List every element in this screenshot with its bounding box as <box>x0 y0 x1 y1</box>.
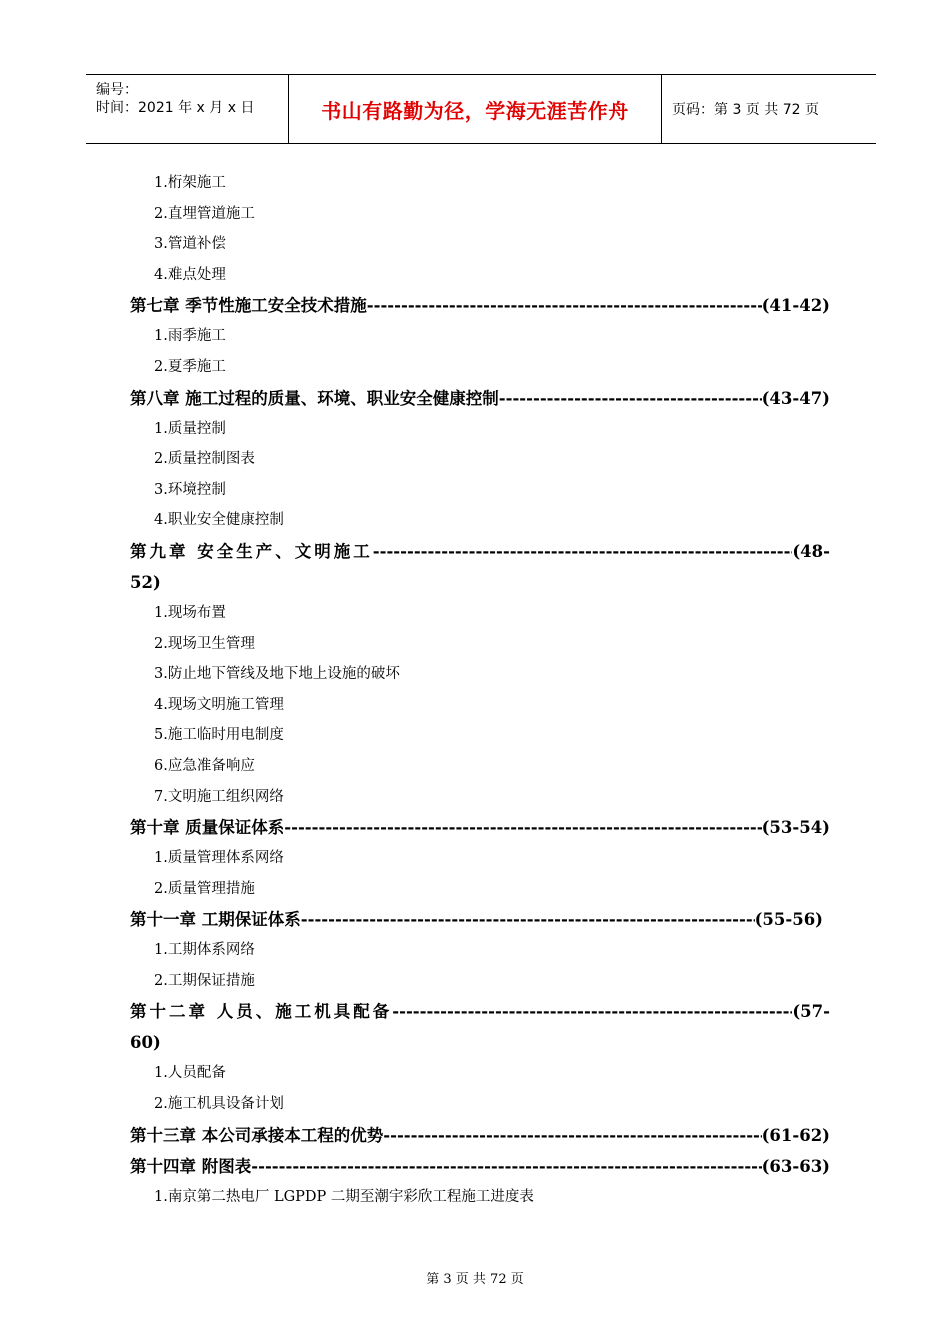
header-table <box>86 74 876 144</box>
toc-chapter-11[interactable] <box>130 904 823 935</box>
toc-subitem[interactable]: 7.文明施工组织网络 <box>154 788 284 805</box>
toc-chapter-13[interactable] <box>130 1120 830 1151</box>
toc-subitem[interactable]: 2.现场卫生管理 <box>154 635 255 652</box>
toc-chapter-12[interactable] <box>130 996 830 1027</box>
chapter-title: 第十章 质量保证体系 <box>130 818 285 838</box>
toc-subitem[interactable]: 2.夏季施工 <box>154 358 226 375</box>
toc-subitem[interactable]: 2.质量控制图表 <box>154 451 255 468</box>
header-page-label: 页码：第 3 页 共 72 页 <box>672 102 819 118</box>
chapter-pages: (55-56) <box>754 910 823 930</box>
leader-dots <box>383 1120 761 1151</box>
toc-subitem[interactable]: 4.现场文明施工管理 <box>154 696 284 713</box>
chapter-pages-continued: 52) <box>130 572 161 592</box>
leader-dots <box>251 1151 761 1182</box>
toc-subitem[interactable]: 1.现场布置 <box>154 604 226 621</box>
leader-dots <box>284 812 761 843</box>
toc-subitem[interactable]: 4.难点处理 <box>154 266 226 283</box>
toc-subitem[interactable]: 2.工期保证措施 <box>154 972 255 989</box>
chapter-pages: (63-63) <box>761 1156 830 1176</box>
leader-dots <box>499 383 762 414</box>
chapter-title: 第十一章 工期保证体系 <box>130 910 301 930</box>
chapter-pages-continued: 60) <box>130 1033 161 1053</box>
toc-subitem[interactable]: 1.质量管理体系网络 <box>154 850 284 867</box>
toc-subitem[interactable]: 5.施工临时用电制度 <box>154 727 284 744</box>
chapter-pages: (43-47) <box>761 388 830 408</box>
motto-text: 书山有路勤为径，学海无涯苦作舟 <box>321 98 629 123</box>
chapter-title: 第十二章 人员、施工机具配备 <box>130 1002 393 1022</box>
chapter-pages: (53-54) <box>761 818 830 838</box>
document-time-label: 时间：2021 年 x 月 x 日 <box>96 100 255 116</box>
document-number-label: 编号： <box>96 82 138 98</box>
chapter-title: 第九章 安全生产、文明施工 <box>130 541 373 561</box>
chapter-title: 第七章 季节性施工安全技术措施 <box>130 296 367 316</box>
toc-subitem[interactable]: 2.施工机具设备计划 <box>154 1096 284 1113</box>
chapter-title: 第十四章 附图表 <box>130 1156 252 1176</box>
toc-subitem[interactable]: 3.环境控制 <box>154 481 226 498</box>
table-of-contents <box>130 168 830 1212</box>
chapter-pages: (57- <box>792 1002 830 1022</box>
toc-subitem[interactable]: 2.直埋管道施工 <box>154 205 255 222</box>
toc-chapter-9[interactable] <box>130 536 830 567</box>
leader-dots <box>367 290 762 321</box>
toc-chapter-7[interactable] <box>130 290 830 321</box>
toc-subitem[interactable]: 1.桁架施工 <box>154 175 226 191</box>
toc-subitem[interactable]: 4.职业安全健康控制 <box>154 512 284 529</box>
chapter-pages: (61-62) <box>761 1125 830 1145</box>
leader-dots <box>373 536 793 567</box>
page-footer <box>0 1268 950 1287</box>
toc-subitem[interactable]: 2.质量管理措施 <box>154 880 255 897</box>
toc-subitem[interactable]: 1.人员配备 <box>154 1065 226 1082</box>
leader-dots <box>392 996 792 1027</box>
toc-subitem[interactable]: 6.应急准备响应 <box>154 757 255 774</box>
toc-chapter-14[interactable] <box>130 1151 830 1182</box>
toc-chapter-10[interactable] <box>130 812 830 843</box>
toc-subitem[interactable]: 1.质量控制 <box>154 420 226 437</box>
header-left-cell <box>86 75 288 143</box>
header-motto-cell <box>288 75 662 143</box>
chapter-title: 第十三章 本公司承接本工程的优势 <box>130 1125 384 1145</box>
chapter-title: 第八章 施工过程的质量、环境、职业安全健康控制 <box>130 388 499 408</box>
toc-subitem[interactable]: 3.防止地下管线及地下地上设施的破坏 <box>154 666 400 683</box>
toc-subitem[interactable]: 1.南京第二热电厂 LGPDP 二期至潮宇彩欣工程施工进度表 <box>154 1188 534 1205</box>
toc-subitem[interactable]: 3.管道补偿 <box>154 236 226 253</box>
footer-page-number: 第 3 页 共 72 页 <box>426 1272 524 1287</box>
toc-chapter-8[interactable] <box>130 383 830 414</box>
chapter-pages: (41-42) <box>761 296 830 316</box>
leader-dots <box>301 904 755 935</box>
toc-subitem[interactable]: 1.雨季施工 <box>154 328 226 345</box>
header-page-cell <box>662 75 876 143</box>
toc-subitem[interactable]: 1.工期体系网络 <box>154 942 255 959</box>
chapter-pages: (48- <box>792 541 830 561</box>
